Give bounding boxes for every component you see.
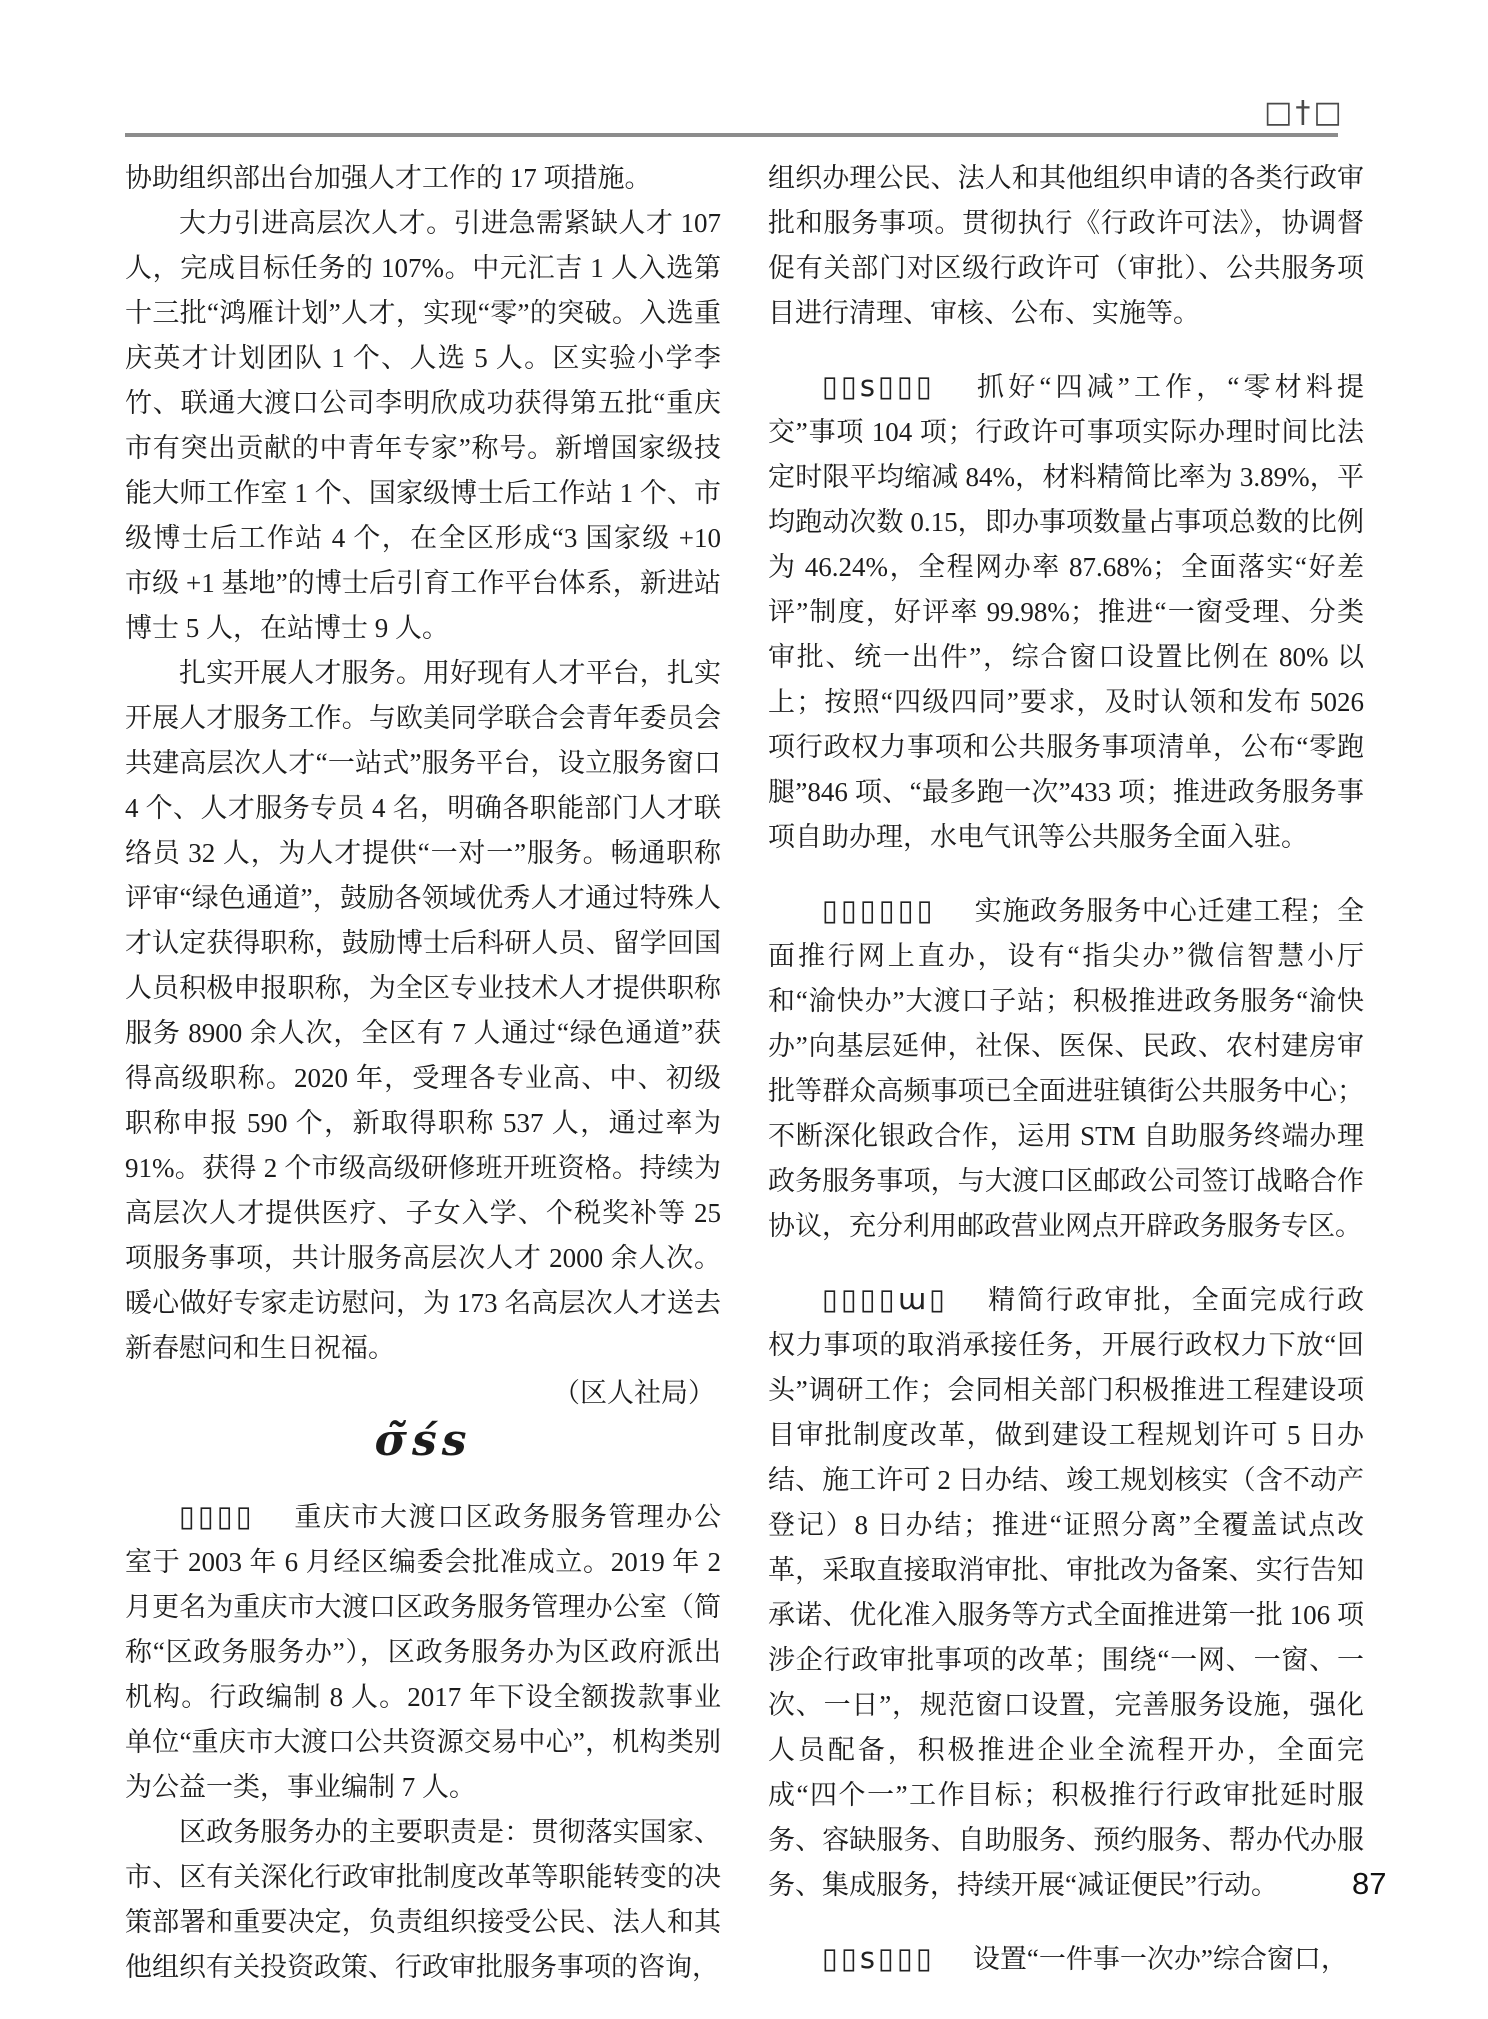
entry-label-boxes: ▯▯s▯▯▯ xyxy=(822,369,935,403)
entry-text: 精简行政审批，全面完成行政权力事项的取消承接任务，开展行政权力下放“回头”调研工作；会同相关部门积极推进工程建设项目审批制度改革，做到建设工程规划许可 5 日办结、施工许可 2 日办结、竣工规划核实（含不动产登记）8 日办结；推进“证照分离”全覆盖试点改革，采取直接取消审批、审批改为备案、实行告知承诺、优化准入服务等方式全面推进第一批 106 项涉企行政审批事项的改革；围绕“一网、一窗、一次、一日”，规范窗口设置，完善服务设施，强化人员配备，积极推进企业全流程开办，全面完成“四个一”工作目标；积极推行行政审批延时服务、容缺服务、自助服务、预约服务、帮办代办服务、集成服务，持续开展“减证便民”行动。 xyxy=(768,1285,1364,1900)
paragraph-duties-continuation: 组织办理公民、法人和其他组织申请的各类行政审批和服务事项。贯彻执行《行政许可法》，协调督促有关部门对区级行政许可（审批）、公共服务项目进行清理、审核、公布、实施等。 xyxy=(768,163,1364,328)
right-text-column xyxy=(768,156,1364,1982)
paragraph-duties: 区政务服务办的主要职责是：贯彻落实国家、市、区有关深化行政审批制度改革等职能转变的决策部署和重要决定，负责组织接受公民、法人和其他组织有关投资政策、行政审批服务事项的咨询， xyxy=(125,1817,721,1982)
entry-label-boxes: ▯▯▯▯ xyxy=(179,1499,255,1533)
left-text-column xyxy=(125,156,721,1990)
entry-text: 实施政务服务中心迁建工程；全面推行网上直办，设有“指尖办”微信智慧小厅和“渝快办”大渡口子站；积极推进政务服务“渝快办”向基层延伸，社保、医保、民政、农村建房审批等群众高频事项已全面进驻镇街公共服务中心；不断深化银政合作，运用 STM 自助服务终端办理政务服务事项，与大渡口区邮政公司签订战略合作协议，充分利用邮政营业网点开辟政务服务专区。 xyxy=(768,896,1364,1241)
entry-four-reductions xyxy=(768,364,1364,860)
entry-text: 重庆市大渡口区政务服务管理办公室于 2003 年 6 月经区编委会批准成立。2019 年 2 月更名为重庆市大渡口区政务服务管理办公室（简称“区政务服务办”），区政务服务办为区政府派出机构。行政编制 8 人。2017 年下设全额拨款事业单位“重庆市大渡口公共资源交易中心”，机构类别为公益一类，事业编制 7 人。 xyxy=(125,1502,721,1802)
running-header-mark: □†□ xyxy=(1264,95,1345,130)
entry-one-window xyxy=(768,1936,1364,1982)
entry-streamline-approval xyxy=(768,1277,1364,1908)
entry-label-boxes: ▯▯s▯▯▯ xyxy=(822,1941,935,1975)
paragraph-talent-recruit: 大力引进高层次人才。引进急需紧缺人才 107 人，完成目标任务的 107%。中元汇吉 1 人入选第十三批“鸿雁计划”人才，实现“零”的突破。入选重庆英才计划团队 1 个、人选 5 人。区实验小学李竹、联通大渡口公司李明欣成功获得第五批“重庆市有突出贡献的中青年专家”称号。新增国家级技能大师工作室 1 个、国家级博士后工作站 1 个、市级博士后工作站 4 个，在全区形成“3 国家级 +10 市级 +1 基地”的博士后引育工作平台体系，新进站博士 5 人，在站博士 9 人。 xyxy=(125,208,721,643)
byline-source-bureau: （区人社局） xyxy=(553,1378,715,1408)
section-heading-garbled: σ̃śs xyxy=(374,1415,472,1466)
page-number: 87 xyxy=(1352,1866,1387,1901)
entry-label-boxes: ▯▯▯▯ɯ▯ xyxy=(822,1282,949,1316)
paragraph-talent-service: 扎实开展人才服务。用好现有人才平台，扎实开展人才服务工作。与欧美同学联合会青年委员会共建高层次人才“一站式”服务平台，设立服务窗口 4 个、人才服务专员 4 名，明确各职能部门人才联络员 32 人，为人才提供“一对一”服务。畅通职称评审“绿色通道”，鼓励各领域优秀人才通过特殊人才认定获得职称，鼓励博士后科研人员、留学回国人员积极申报职称，为全区专业技术人才提供职称服务 8900 余人次，全区有 7 人通过“绿色通道”获得高级职称。2020 年，受理各专业高、中、初级职称申报 590 个，新取得职称 537 人，通过率为 91%。获得 2 个市级高级研修班开班资格。持续为高层次人才提供医疗、子女入学、个税奖补等 25 项服务事项，共计服务高层次人才 2000 余人次。暖心做好专家走访慰问，为 173 名高层次人才送去新春慰问和生日祝福。 xyxy=(125,658,721,1363)
paragraph-continuation: 协助组织部出台加强人才工作的 17 项措施。 xyxy=(125,163,652,193)
entry-overview xyxy=(125,1494,721,1810)
entry-service-center xyxy=(768,888,1364,1249)
entry-text: 抓好“四减”工作，“零材料提交”事项 104 项；行政许可事项实际办理时间比法定时限平均缩减 84%，材料精简比率为 3.89%，平均跑动次数 0.15，即办事项数量占事项总数的比例为 46.24%，全程网办率 87.68%；全面落实“好差评”制度，好评率 99.98%；推进“一窗受理、分类审批、统一出件”，综合窗口设置比例在 80% 以上；按照“四级四同”要求，及时认领和发布 5026 项行政权力事项和公共服务事项清单，公布“零跑腿”846 项、“最多跑一次”433 项；推进政务服务事项自助办理，水电气讯等公共服务全面入驻。 xyxy=(768,372,1364,852)
entry-label-boxes: ▯▯▯▯▯▯ xyxy=(822,893,936,927)
header-divider-rule xyxy=(125,133,1338,137)
entry-text: 设置“一件事一次办”综合窗口， xyxy=(972,1944,1348,1974)
